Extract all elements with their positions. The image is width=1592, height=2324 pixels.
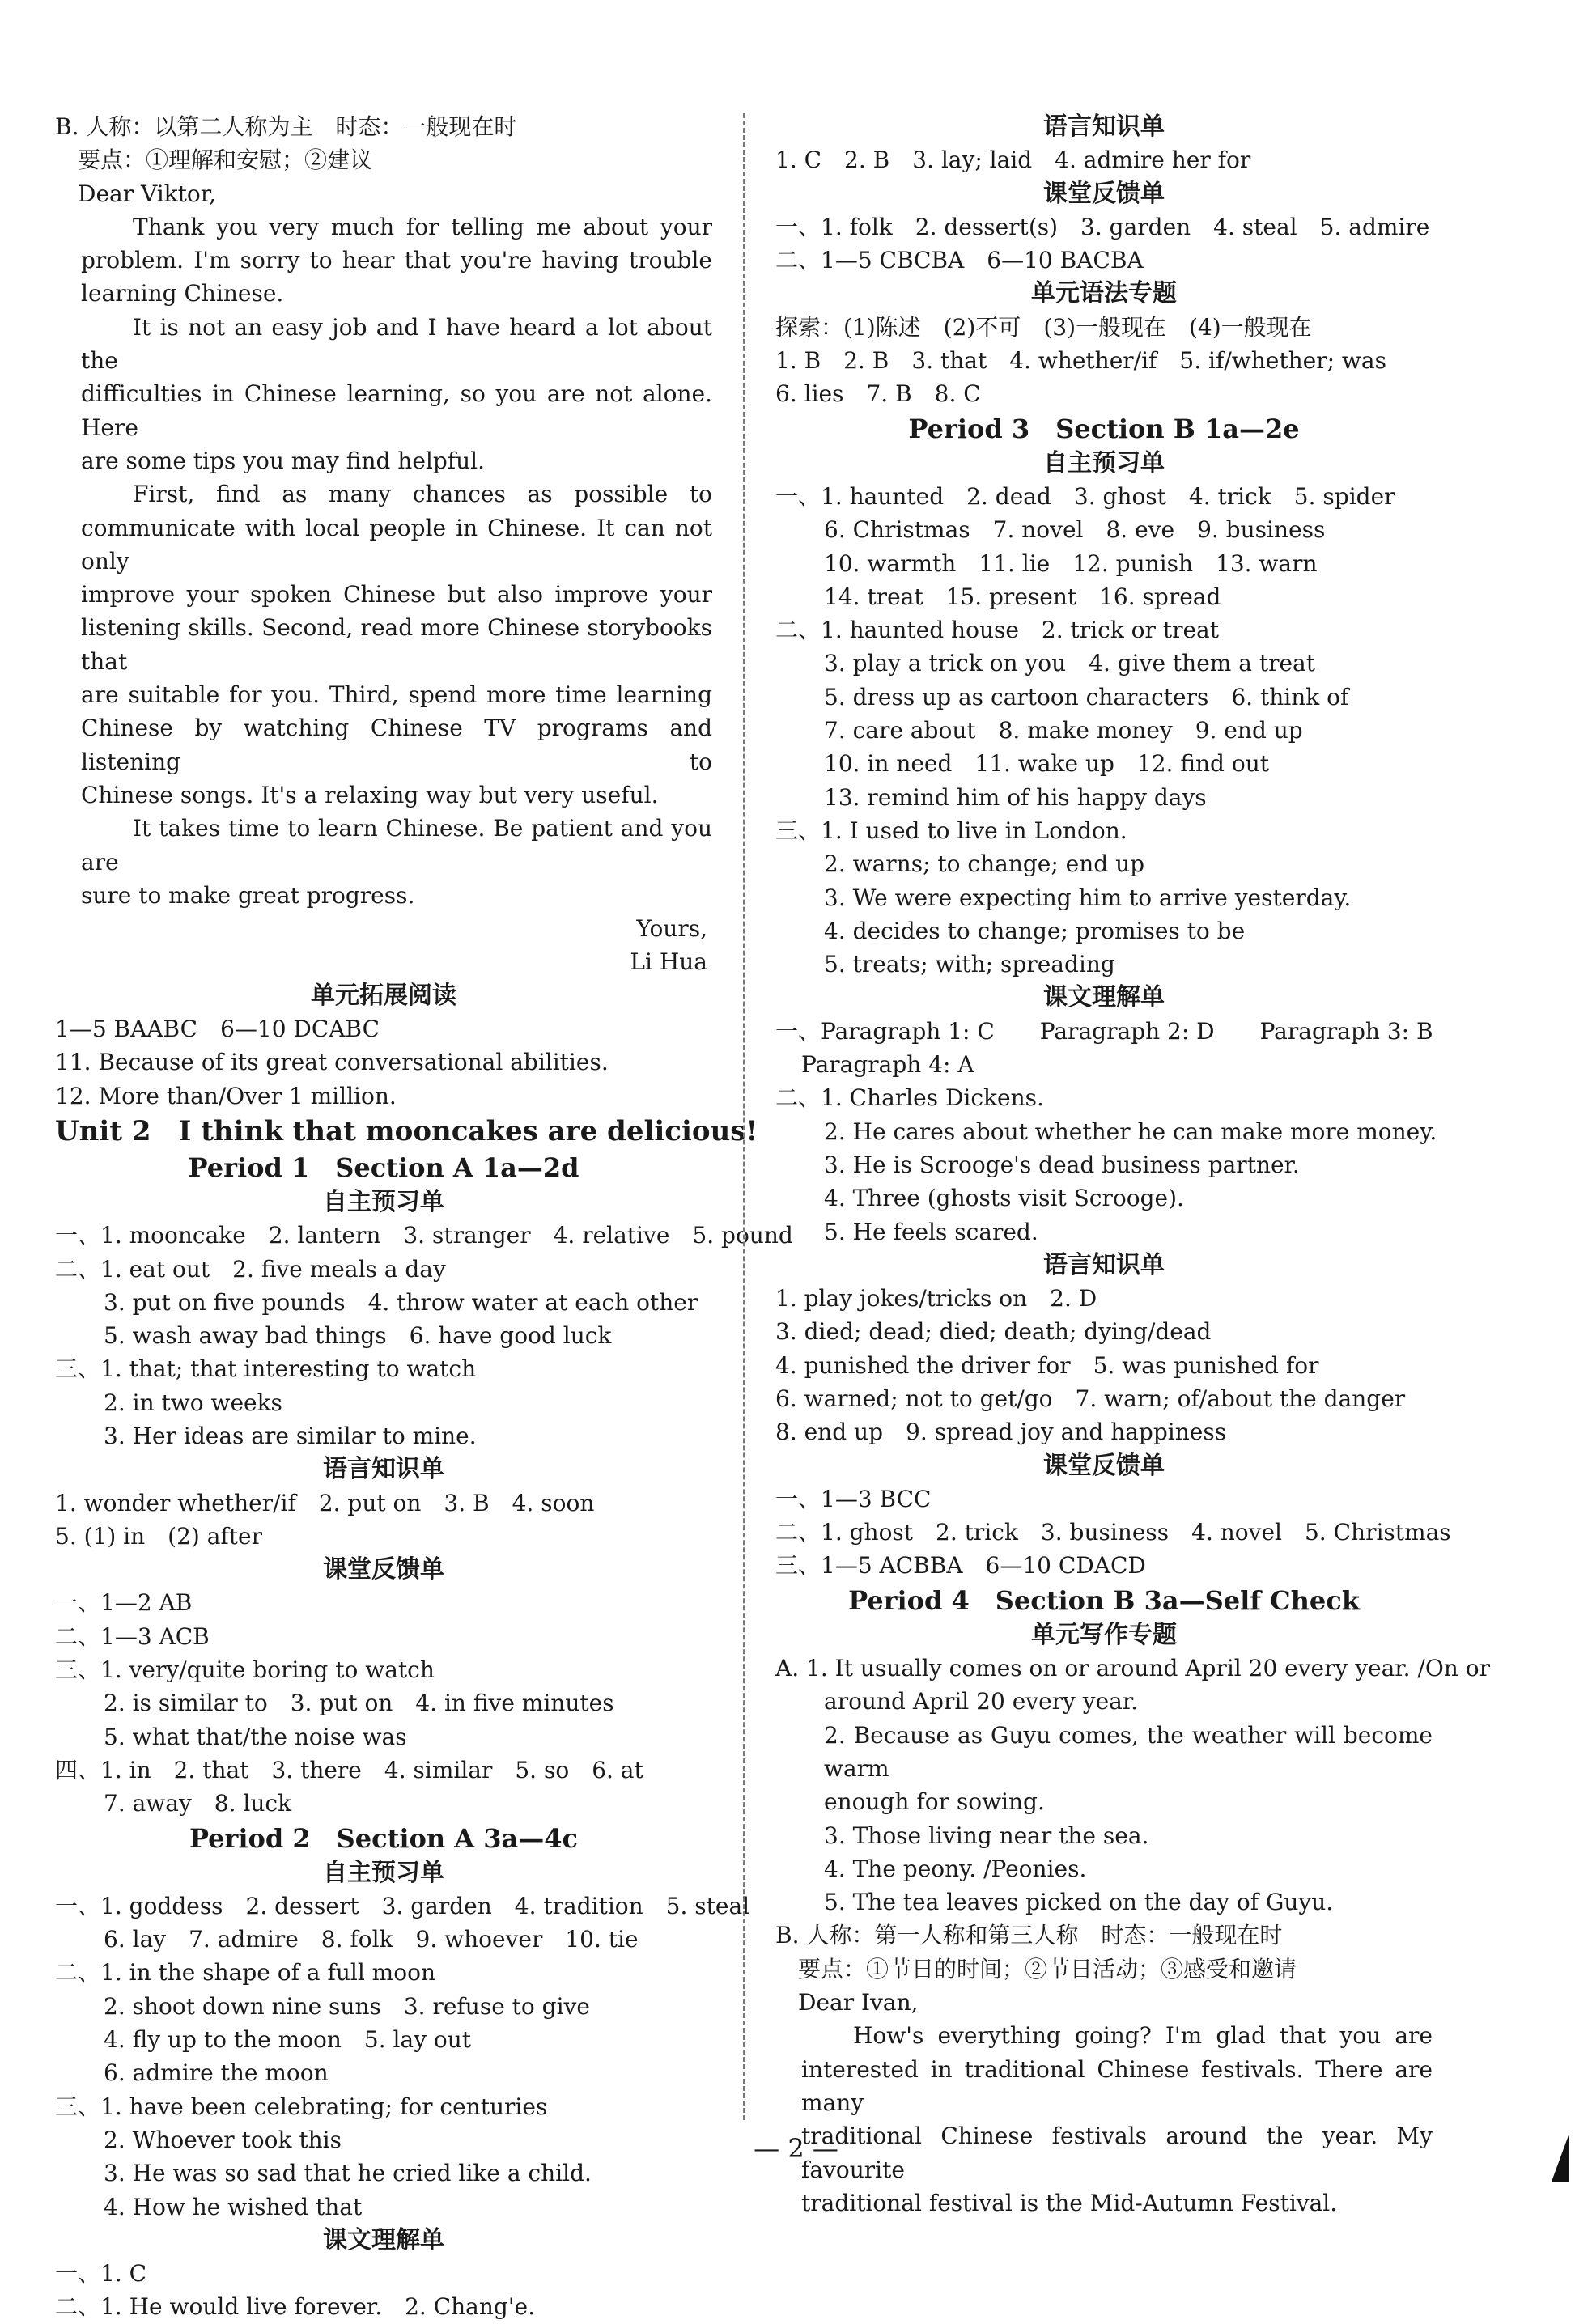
answer-line: 3. play a trick on you 4. give them a treat <box>824 650 1315 677</box>
letter-line: traditional festival is the Mid-Autumn Festival. <box>801 2189 1338 2216</box>
section-heading: 语言知识单 <box>323 1455 444 1484</box>
answer-line: 6. lay 7. admire 8. folk 9. whoever 10. tie <box>104 1926 639 1953</box>
letter-line: listening skills. Second, read more Chinese storybooks that <box>81 614 712 675</box>
answer-line: A. 1. It usually comes on or around April 20 every year. /On or <box>775 1655 1490 1682</box>
letter-line: are some tips you may find helpful. <box>81 447 486 474</box>
period-title: Period 3 Section B 1a—2e <box>908 413 1300 444</box>
answer-line: 5. The tea leaves picked on the day of Guyu. <box>824 1889 1334 1916</box>
letter-line: problem. I'm sorry to hear that you're having trouble <box>81 247 712 274</box>
answer-line: 6. admire the moon <box>104 2059 329 2087</box>
answer-line: 4. The peony. /Peonies. <box>824 1855 1087 1882</box>
answer-line: Dear Viktor, <box>55 180 216 207</box>
corner-mark <box>1552 2133 1569 2182</box>
answer-line: 7. away 8. luck <box>104 1790 292 1817</box>
answer-line: 2. in two weeks <box>104 1389 282 1416</box>
answer-line: 1. wonder whether/if 2. put on 3. B 4. soon <box>55 1489 595 1516</box>
section-heading: 课堂反馈单 <box>1043 1451 1165 1480</box>
answer-line: 二、1—5 CBCBA 6—10 BACBA <box>775 247 1144 274</box>
section-heading: 课堂反馈单 <box>1043 179 1165 208</box>
answer-line: 4. decides to change; promises to be <box>824 917 1246 944</box>
answer-line: 5. dress up as cartoon characters 6. think of <box>824 683 1349 710</box>
answer-line: 10. warmth 11. lie 12. punish 13. warn <box>824 549 1318 577</box>
right-column <box>775 110 1490 2220</box>
answer-line: Dear Ivan, <box>775 1989 919 2017</box>
answer-line: 5. what that/the noise was <box>104 1723 407 1750</box>
answer-line: 探索：(1)陈述 (2)不可 (3)一般现在 (4)一般现在 <box>775 313 1312 341</box>
answer-line: 2. Whoever took this <box>104 2126 342 2153</box>
answer-line: 4. punished the driver for 5. was punished for <box>775 1351 1319 1379</box>
letter-line: It takes time to learn Chinese. Be patient and you are <box>81 815 712 876</box>
left-column <box>55 110 793 2324</box>
letter-line: Chinese songs. It's a relaxing way but very useful. <box>81 781 659 808</box>
section-heading: 语言知识单 <box>1043 1250 1165 1279</box>
unit-title: Unit 2 I think that mooncakes are delicious! <box>55 1114 758 1147</box>
answer-line: 6. Christmas 7. novel 8. eve 9. business <box>824 516 1326 544</box>
letter-line: traditional Chinese festivals around the year. My favourite <box>801 2123 1433 2183</box>
answer-line: 一、1. haunted 2. dead 3. ghost 4. trick 5. spider <box>775 482 1395 510</box>
section-heading: 单元写作专题 <box>1031 1620 1177 1649</box>
section-heading: 自主预习单 <box>323 1187 444 1216</box>
period-title: Period 4 Section B 3a—Self Check <box>848 1584 1360 1616</box>
answer-line: 2. shoot down nine suns 3. refuse to give <box>104 1992 590 2020</box>
period-title: Period 1 Section A 1a—2d <box>188 1151 579 1183</box>
answer-line: 1. C 2. B 3. lay; laid 4. admire her for <box>775 146 1251 174</box>
answer-line: 一、1. mooncake 2. lantern 3. stranger 4. relative 5. pound <box>55 1222 793 1249</box>
answer-line: B. 人称：以第二人称为主 时态：一般现在时 <box>55 113 517 140</box>
letter-line: improve your spoken Chinese but also improve your <box>81 581 712 609</box>
answer-line: 3. He is Scrooge's dead business partner. <box>824 1151 1300 1178</box>
answer-line: 3. He was so sad that he cried like a child. <box>104 2160 592 2187</box>
answer-line: 5. wash away bad things 6. have good luck <box>104 1322 612 1350</box>
answer-line: 2. warns; to change; end up <box>824 850 1145 878</box>
section-heading: 自主预习单 <box>323 1858 444 1887</box>
section-heading: 单元拓展阅读 <box>311 981 456 1010</box>
answer-line: 3. Those living near the sea. <box>824 1821 1149 1849</box>
answer-line: around April 20 every year. <box>824 1688 1139 1715</box>
answer-line: 6. lies 7. B 8. C <box>775 380 981 408</box>
answer-line: 3. put on five pounds 4. throw water at each other <box>104 1288 698 1316</box>
answer-line: 1—5 BAABC 6—10 DCABC <box>55 1016 380 1043</box>
period-title: Period 2 Section A 3a—4c <box>189 1822 579 1854</box>
answer-line: 三、1. have been celebrating; for centuries <box>55 2093 548 2120</box>
answer-line: 14. treat 15. present 16. spread <box>824 583 1221 610</box>
section-heading: 语言知识单 <box>1043 112 1165 141</box>
letter-line: How's everything going? I'm glad that you are <box>853 2022 1433 2050</box>
section-heading: 课文理解单 <box>323 2225 444 2254</box>
answer-line: 10. in need 11. wake up 12. find out <box>824 750 1270 778</box>
letter-line: It is not an easy job and I have heard a lot about the <box>81 313 712 375</box>
answer-line: 三、1. that; that interesting to watch <box>55 1355 477 1383</box>
answer-line: 二、1. Charles Dickens. <box>775 1084 1044 1112</box>
letter-signature: Li Hua <box>630 948 707 976</box>
answer-line: 三、1. I used to live in London. <box>775 816 1127 844</box>
answer-line: 2. is similar to 3. put on 4. in five minutes <box>104 1690 614 1717</box>
answer-line: B. 人称：第一人称和第三人称 时态：一般现在时 <box>775 1922 1283 1949</box>
answer-line: 要点：①节日的时间；②节日活动；③感受和邀请 <box>775 1955 1297 1983</box>
answer-line: 一、1—2 AB <box>55 1589 193 1617</box>
letter-line: First, find as many chances as possible to <box>133 481 712 508</box>
answer-line: 12. More than/Over 1 million. <box>55 1082 397 1109</box>
section-heading: 课文理解单 <box>1043 983 1165 1012</box>
letter-signature: Yours, <box>636 915 707 943</box>
answer-line: 5. treats; with; spreading <box>824 951 1115 978</box>
answer-line: 5. He feels scared. <box>824 1218 1038 1245</box>
letter-line: Chinese by watching Chinese TV programs and listening to <box>81 715 712 775</box>
letter-line: difficulties in Chinese learning, so you are not alone. Here <box>81 380 712 441</box>
answer-line: 1. B 2. B 3. that 4. whether/if 5. if/whether; was <box>775 347 1386 375</box>
answer-line: 一、1. goddess 2. dessert 3. garden 4. tradition 5. steal <box>55 1892 750 1919</box>
answer-line: 13. remind him of his happy days <box>824 783 1207 811</box>
answer-line: 二、1. He would live forever. 2. Chang'e. <box>55 2293 536 2321</box>
letter-line: communicate with local people in Chinese. It can not only <box>81 514 712 575</box>
answer-line: 四、1. in 2. that 3. there 4. similar 5. so 6. at <box>55 1756 643 1783</box>
page-number: — 2 — <box>754 2133 838 2164</box>
answer-line: Paragraph 4: A <box>801 1051 974 1079</box>
answer-line: 3. Her ideas are similar to mine. <box>104 1422 477 1449</box>
answer-line: 二、1. in the shape of a full moon <box>55 1959 435 1987</box>
answer-line: 2. Because as Guyu comes, the weather will become warm <box>824 1721 1433 1782</box>
answer-line: 2. He cares about whether he can make more money. <box>824 1117 1437 1145</box>
letter-line: are suitable for you. Third, spend more time learning <box>81 681 712 709</box>
column-divider <box>743 113 745 2120</box>
answer-line: 二、1—3 ACB <box>55 1622 210 1650</box>
letter-line: sure to make great progress. <box>81 881 415 909</box>
answer-line: 3. died; dead; died; death; dying/dead <box>775 1318 1212 1346</box>
letter-line: Thank you very much for telling me about your <box>133 213 712 240</box>
answer-line: 5. (1) in (2) after <box>55 1522 262 1550</box>
answer-line: 一、Paragraph 1: C Paragraph 2: D Paragraph 3: B <box>775 1017 1433 1045</box>
answer-line: 4. How he wished that <box>104 2193 363 2220</box>
answer-line: 二、1. ghost 2. trick 3. business 4. novel 5. Christmas <box>775 1519 1451 1546</box>
answer-line: 一、1. folk 2. dessert(s) 3. garden 4. steal 5. admire <box>775 213 1430 240</box>
answer-line: 4. Three (ghosts visit Scrooge). <box>824 1185 1184 1212</box>
answer-line: 8. end up 9. spread joy and happiness <box>775 1419 1227 1446</box>
answer-line: 7. care about 8. make money 9. end up <box>824 717 1303 744</box>
answer-line: 要点：①理解和安慰；②建议 <box>55 146 373 174</box>
section-heading: 单元语法专题 <box>1031 279 1177 308</box>
section-heading: 课堂反馈单 <box>323 1555 444 1584</box>
letter-line: interested in traditional Chinese festivals. There are many <box>801 2055 1433 2116</box>
section-heading: 自主预习单 <box>1043 448 1165 477</box>
letter-line: learning Chinese. <box>81 280 284 307</box>
answer-line: 1. play jokes/tricks on 2. D <box>775 1285 1097 1313</box>
answer-line: 三、1. very/quite boring to watch <box>55 1656 435 1684</box>
answer-line: enough for sowing. <box>824 1788 1045 1816</box>
answer-line: 二、1. haunted house 2. trick or treat <box>775 617 1219 644</box>
answer-line: 一、1—3 BCC <box>775 1485 932 1512</box>
answer-line: 11. Because of its great conversational abilities. <box>55 1049 609 1076</box>
answer-line: 6. warned; not to get/go 7. warn; of/about the danger <box>775 1385 1406 1412</box>
answer-line: 二、1. eat out 2. five meals a day <box>55 1255 446 1283</box>
answer-line: 3. We were expecting him to arrive yesterday. <box>824 884 1352 911</box>
answer-line: 一、1. C <box>55 2260 147 2288</box>
answer-line: 4. fly up to the moon 5. lay out <box>104 2026 472 2054</box>
answer-line: 三、1—5 ACBBA 6—10 CDACD <box>775 1552 1146 1580</box>
